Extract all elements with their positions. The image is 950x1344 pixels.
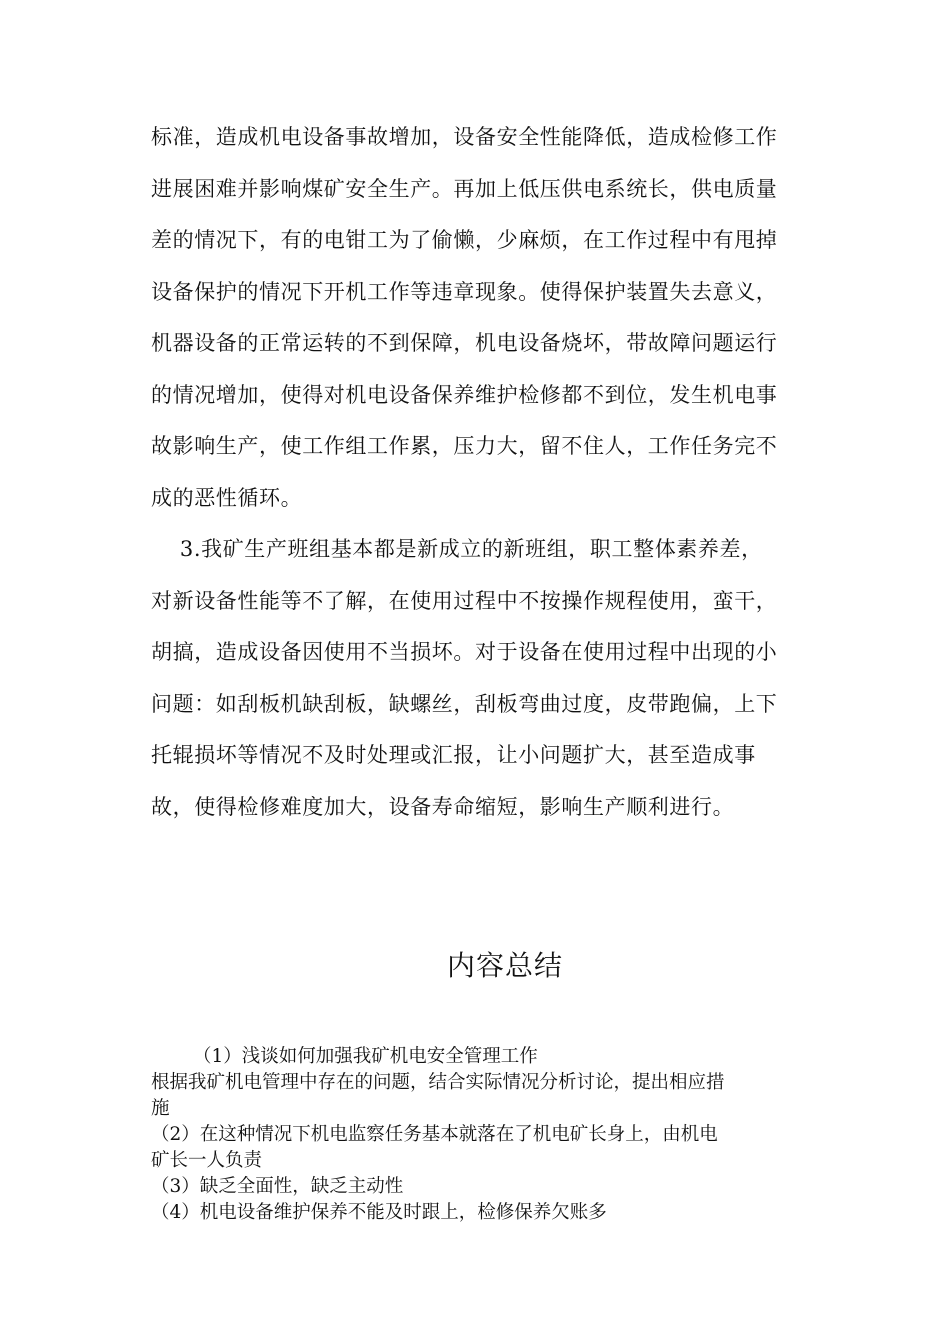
summary-item: （1）浅谈如何加强我矿机电安全管理工作 (193, 1046, 538, 1067)
summary-item: 施 (151, 1098, 170, 1119)
summary-item: （2）在这种情况下机电监察任务基本就落在了机电矿长身上，由机电 (151, 1124, 718, 1145)
summary-item: 根据我矿机电管理中存在的问题，结合实际情况分析讨论，提出相应措 (151, 1072, 725, 1093)
paragraph-line: 问题：如刮板机缺刮板，缺螺丝，刮板弯曲过度，皮带跑偏，上下 (151, 691, 778, 716)
paragraph-line: 的情况增加，使得对机电设备保养维护检修都不到位，发生机电事 (151, 382, 778, 407)
summary-item: （3）缺乏全面性，缺乏主动性 (151, 1176, 404, 1197)
paragraph-line: 3.我矿生产班组基本都是新成立的新班组，职工整体素养差， (151, 537, 763, 561)
summary-list (151, 1044, 811, 1226)
paragraph-line: 设备保护的情况下开机工作等违章现象。使得保护装置失去意义， (151, 279, 778, 304)
paragraph-equipment-maintenance (151, 112, 803, 524)
paragraph-line: 成的恶性循环。 (151, 485, 303, 510)
paragraph-line: 故影响生产，使工作组工作累，压力大，留不住人，工作任务完不 (151, 434, 778, 458)
paragraph-line: 标准，造成机电设备事故增加，设备安全性能降低，造成检修工作 (151, 125, 778, 149)
paragraph-team-quality (151, 524, 803, 833)
paragraph-line: 胡搞，造成设备因使用不当损坏。对于设备在使用过程中出现的小 (151, 640, 778, 664)
paragraph-line: 托辊损坏等情况不及时处理或汇报，让小问题扩大，甚至造成事 (151, 743, 756, 767)
summary-title: 内容总结 (446, 949, 563, 982)
paragraph-line: 故，使得检修难度加大，设备寿命缩短，影响生产顺利进行。 (151, 794, 735, 819)
summary-item: （4）机电设备维护保养不能及时跟上，检修保养欠账多 (151, 1202, 607, 1223)
paragraph-line: 机器设备的正常运转的不到保障，机电设备烧坏，带故障问题运行 (151, 331, 778, 355)
paragraph-line: 对新设备性能等不了解，在使用过程中不按操作规程使用，蛮干， (151, 588, 778, 613)
paragraph-line: 差的情况下，有的电钳工为了偷懒，少麻烦，在工作过程中有甩掉 (151, 228, 778, 252)
summary-item: 矿长一人负责 (151, 1150, 263, 1171)
paragraph-line: 进展困难并影响煤矿安全生产。再加上低压供电系统长，供电质量 (151, 176, 778, 201)
